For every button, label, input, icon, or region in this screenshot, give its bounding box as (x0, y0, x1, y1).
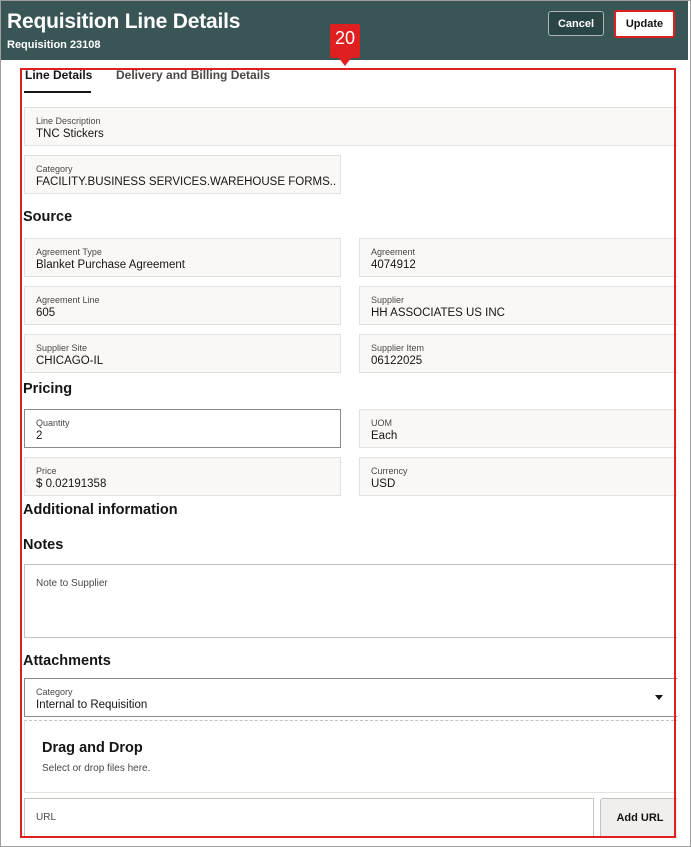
supplier-site-label: Supplier Site (36, 343, 88, 353)
agreement-type-value: Blanket Purchase Agreement (36, 259, 185, 271)
note-to-supplier-placeholder: Note to Supplier (36, 578, 108, 589)
line-description-label: Line Description (36, 116, 101, 126)
price-value: $ 0.02191358 (36, 478, 107, 490)
attachment-category-label: Category (36, 687, 73, 697)
drag-and-drop-subtitle: Select or drop files here. (42, 763, 151, 774)
update-button[interactable]: Update (614, 10, 675, 38)
category-value: FACILITY.BUSINESS SERVICES.WAREHOUSE FORMS.. (36, 176, 337, 188)
quantity-label: Quantity (36, 418, 70, 428)
supplier-label: Supplier (371, 295, 405, 305)
url-placeholder: URL (36, 812, 57, 823)
pricing-heading: Pricing (23, 381, 73, 397)
additional-information-heading: Additional information (23, 502, 178, 518)
agreement-line-label: Agreement Line (36, 295, 100, 305)
agreement-label: Agreement (371, 247, 416, 257)
add-url-button[interactable]: Add URL (600, 798, 677, 838)
price-label: Price (36, 466, 57, 476)
tab-delivery-billing[interactable]: Delivery and Billing Details (116, 68, 271, 82)
agreement-line-value: 605 (36, 307, 56, 319)
uom-value: Each (371, 430, 398, 442)
supplier-value: HH ASSOCIATES US INC (371, 307, 505, 319)
category-label: Category (36, 164, 73, 174)
agreement-type-label: Agreement Type (36, 247, 102, 257)
notes-heading: Notes (23, 537, 64, 553)
tab-line-details[interactable]: Line Details (25, 68, 93, 82)
supplier-site-value: CHICAGO-IL (36, 355, 104, 367)
quantity-value: 2 (36, 430, 43, 442)
line-description-value: TNC Stickers (36, 128, 104, 140)
attachments-heading: Attachments (23, 653, 111, 669)
drag-and-drop-title: Drag and Drop (42, 740, 143, 756)
agreement-value: 4074912 (371, 259, 416, 271)
source-heading: Source (23, 209, 73, 225)
cancel-button[interactable]: Cancel (548, 11, 604, 36)
annotation-marker-pointer (338, 57, 352, 66)
page-title: Requisition Line Details (7, 10, 241, 33)
uom-label: UOM (371, 418, 392, 428)
currency-label: Currency (371, 466, 408, 476)
attachment-category-value: Internal to Requisition (36, 699, 148, 711)
supplier-item-value: 06122025 (371, 355, 423, 367)
supplier-item-label: Supplier Item (371, 343, 425, 353)
currency-value: USD (371, 478, 396, 490)
annotation-highlight-box (20, 68, 676, 838)
requisition-number: Requisition 23108 (7, 39, 101, 51)
annotation-step-marker: 20 (330, 24, 360, 58)
